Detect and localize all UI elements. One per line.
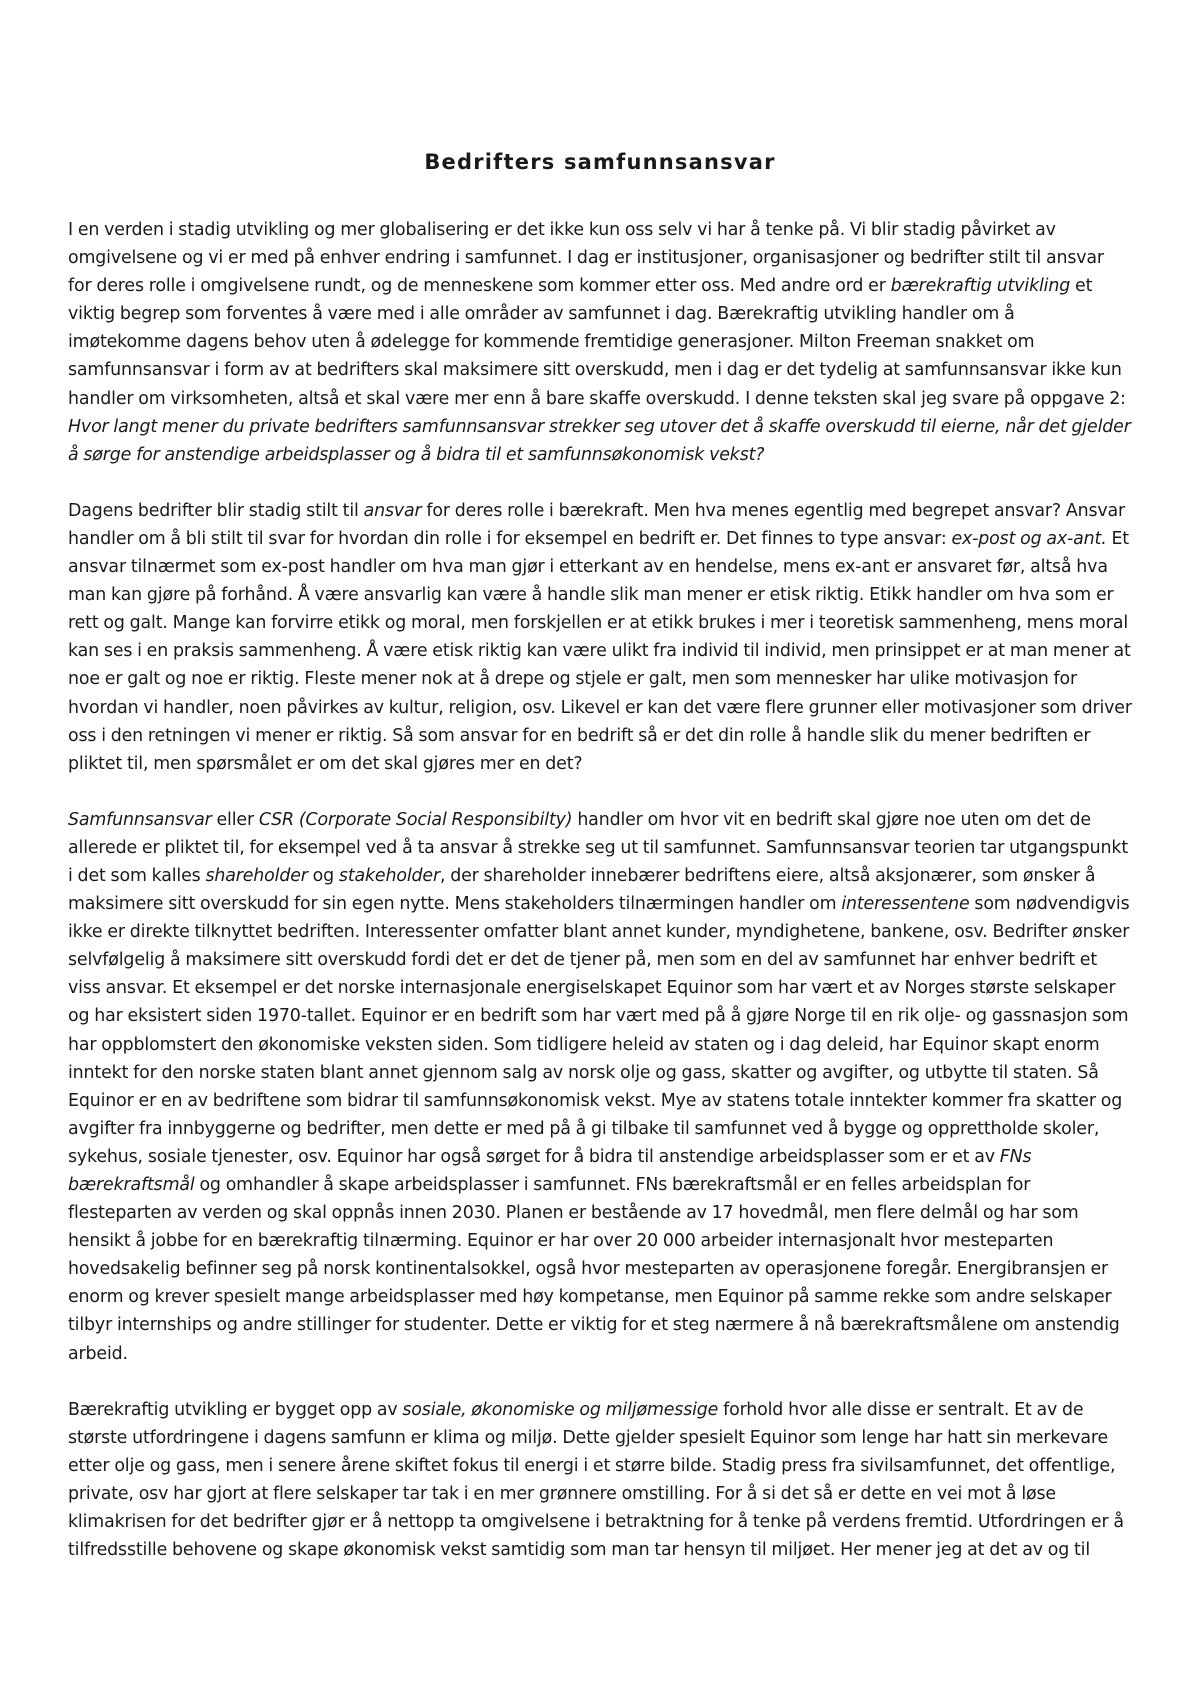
text-run: Bærekraftig utvikling er bygget opp av	[68, 1399, 403, 1420]
text-run: for deres rolle i bærekraft. Men hva menes egentlig med begrepet ansvar? Ansvar handler om å bli stilt til svar for hvordan din rolle i for eksempel en bedrift er. Det finnes to type ansvar:	[68, 500, 1126, 549]
paragraph-baerekraft	[68, 1396, 1132, 1565]
italic-text-run: Samfunnsansvar	[68, 809, 212, 830]
text-run: forhold hvor alle disse er sentralt. Et av de største utfordringene i dagens samfunn er klima og miljø. Dette gjelder spesielt Equinor som lenge har hatt sin merkevare etter olje og gass, men i senere årene skiftet fokus til energi i et større bilde. Stadig press fra sivilsamfunnet, det offentlige, private, osv har gjort at flere selskaper tar tak i en mer grønnere omstilling. For å si det så er dette en vei mot å løse klimakrisen for det bedrifter gjør er å nettopp ta omgivelsene i betraktning for å tenke på verdens fremtid. Utfordringen er å tilfredsstille behovene og skape økonomisk vekst samtidig som man tar hensyn til miljøet. Her mener jeg at det av og til	[68, 1399, 1124, 1561]
text-run: eller	[211, 809, 259, 830]
italic-text-run: Hvor langt mener du private bedrifters samfunnsansvar strekker seg utover det å skaffe overskudd til eierne, når det gjelder å sørge for anstendige arbeidsplasser og å bidra til et samfunnsøkonomisk vekst?	[68, 416, 1131, 465]
paragraph-ansvar	[68, 497, 1132, 778]
italic-text-run: shareholder	[205, 865, 308, 886]
text-run: Dagens bedrifter blir stadig stilt til	[68, 500, 364, 521]
paragraph-intro	[68, 216, 1132, 469]
text-run: handler om hvor vit en bedrift skal gjøre noe uten om det de allerede er pliktet til, for eksempel ved å ta ansvar å strekke seg ut til samfunnet. Samfunnsansvar teorien tar utgangspunkt i det som kalles	[68, 809, 1129, 886]
text-run: som nødvendigvis ikke er direkte tilknyttet bedriften. Interessenter omfatter blant annet kunder, myndighetene, bankene, osv. Bedrifter ønsker selvfølgelig å maksimere sitt overskudd fordi det er det de tjener på, men som en del av samfunnet har enhver bedrift et viss ansvar. Et eksempel er det norske internasjonale energiselskapet Equinor som har vært et av Norges største selskaper og har eksistert siden 1970-tallet. Equinor er en bedrift som har vært med på å gjøre Norge til en rik olje- og gassnasjon som har oppblomstert den økonomiske veksten siden. Som tidligere heleid av staten og i dag deleid, har Equinor skapt enorm inntekt for den norske staten blant annet gjennom salg av norsk olje og gass, skatter og avgifter, og utbytte til staten. Så Equinor er en av bedriftene som bidrar til samfunnsøkonomisk vekst. Mye av statens totale inntekter kommer fra skatter og avgifter fra innbyggerne og bedrifter, men dette er med på å gi tilbake til samfunnet ved å bygge og opprettholde skoler, sykehus, sosiale tjenester, osv. Equinor har også sørget for å bidra til anstendige arbeidsplasser som er et av	[68, 894, 1130, 1167]
text-run: , der shareholder innebærer bedriftens eiere, altså aksjonærer, som ønsker å maksimere sitt overskudd for sin egen nytte. Mens stakeholders tilnærmingen handler om	[68, 865, 1096, 915]
text-run: I en verden i stadig utvikling og mer globalisering er det ikke kun oss selv vi har å tenke på. Vi blir stadig påvirket av omgivelsene og vi er med på enhver endring i samfunnet. I dag er institusjoner, organisasjoner og bedrifter stilt til ansvar for deres rolle i omgivelsene rundt, og de menneskene som kommer etter oss. Med andre ord er	[68, 220, 1104, 297]
italic-text-run: sosiale, økonomiske og miljømessige	[402, 1399, 719, 1420]
text-run: og	[307, 865, 339, 886]
text-run: et viktig begrep som forventes å være med i alle områder av samfunnet i dag. Bærekraftig utvikling handler om å imøtekomme dagens behov uten å ødelegge for kommende fremtidige generasjoner. Milton Freeman snakket om samfunnsansvar i form av at bedrifters skal maksimere sitt overskudd, men i dag er det tydelig at samfunnsansvar ikke kun handler om virksomheten, altså et skal være mer enn å bare skaffe overskudd. I denne teksten skal jeg svare på oppgave 2:	[68, 276, 1126, 409]
paragraph-samfunnsansvar	[68, 806, 1132, 1368]
italic-text-run: FNs bærekraftsmål	[68, 1146, 1032, 1195]
document-title: Bedrifters samfunnsansvar	[424, 150, 776, 174]
italic-text-run: ansvar	[363, 500, 422, 521]
italic-text-run: stakeholder	[338, 865, 440, 886]
italic-text-run: ex-post og ax-ant.	[951, 528, 1107, 549]
italic-text-run: interessentene	[841, 894, 970, 915]
italic-text-run: CSR (Corporate Social Responsibilty)	[258, 809, 573, 830]
italic-text-run: bærekraftig utvikling	[890, 276, 1071, 297]
text-run: og omhandler å skape arbeidsplasser i samfunnet. FNs bærekraftsmål er en felles arbeidsplan for flesteparten av verden og skal oppnås innen 2030. Planen er bestående av 17 hovedmål, men flere delmål og har som hensikt å jobbe for en bærekraftig tilnærming. Equinor er har over 20 000 arbeider internasjonalt hvor mesteparten hovedsakelig befinner seg på norsk kontinentalsokkel, også hvor mesteparten av operasjonene foregår. Energibransjen er enorm og krever spesielt mange arbeidsplasser med høy kompetanse, men Equinor på samme rekke som andre selskaper tilbyr internships og andre stillinger for studenter. Dette er viktig for et steg nærmere å nå bærekraftsmålene om anstendig arbeid.	[68, 1175, 1120, 1364]
text-run: Et ansvar tilnærmet som ex-post handler om hva man gjør i etterkant av en hendelse, mens ex-ant er ansvaret før, altså hva man kan gjøre på forhånd. Å være ansvarlig kan være å handle slik man mener er etisk riktig. Etikk handler om hva som er rett og galt. Mange kan forvirre etikk og moral, men forskjellen er at etikk brukes i mer i teoretisk sammenheng, mens moral kan ses i en praksis sammenheng. Å være etisk riktig kan være ulikt fra individ til individ, men prinsippet er at man mener at noe er galt og noe er riktig. Fleste mener nok at å drepe og stjele er galt, men som mennesker har ulike motivasjon for hvordan vi handler, noen påvirkes av kultur, religion, osv. Likevel er kan det være flere grunner eller motivasjoner som driver oss i den retningen vi mener er riktig. Så som ansvar for en bedrift så er det din rolle å handle slik du mener bedriften er pliktet til, men spørsmålet er om det skal gjøres mer en det?	[68, 528, 1132, 774]
